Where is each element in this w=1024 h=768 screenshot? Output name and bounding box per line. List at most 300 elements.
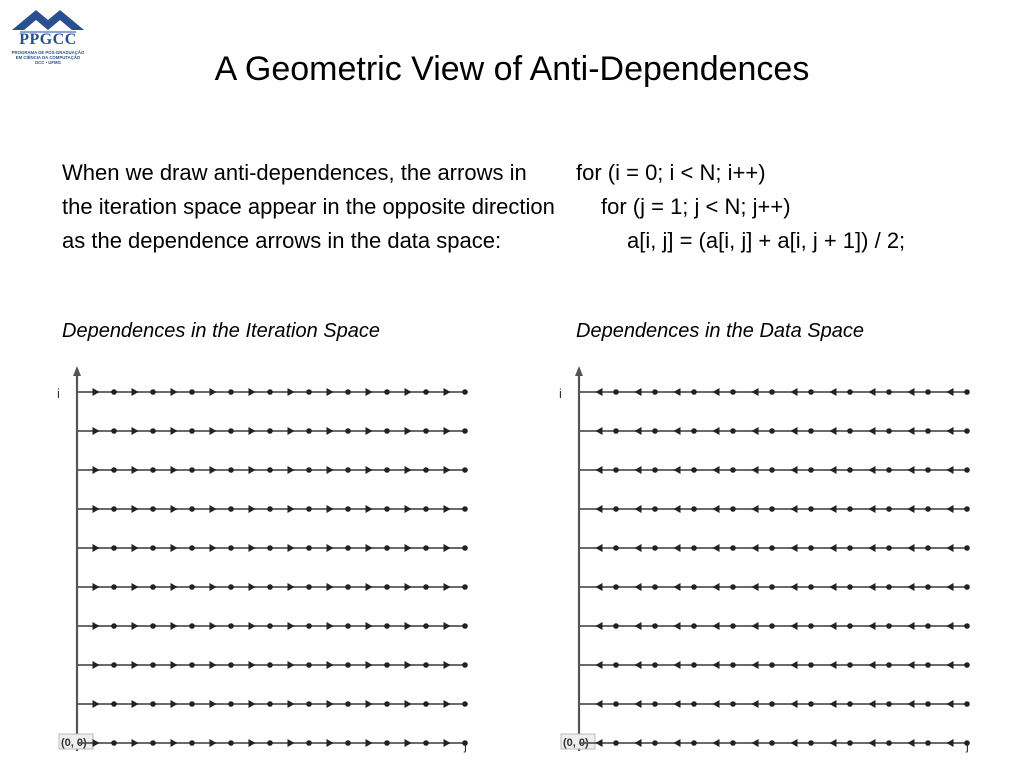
i-axis-label: i: [559, 386, 562, 401]
iteration-point: [769, 467, 775, 473]
iteration-point: [306, 506, 312, 512]
iteration-point: [384, 545, 390, 551]
dependence-arrow-icon: [908, 700, 915, 708]
iteration-point: [886, 701, 892, 707]
dependence-arrow-icon: [444, 700, 451, 708]
dependence-arrow-icon: [288, 427, 295, 435]
dependence-arrow-icon: [288, 739, 295, 747]
dependence-arrow-icon: [366, 700, 373, 708]
dependence-arrow-icon: [713, 700, 720, 708]
dependence-arrow-icon: [327, 661, 334, 669]
iteration-point: [613, 584, 619, 590]
iteration-point: [964, 701, 970, 707]
dependence-arrow-icon: [288, 622, 295, 630]
iteration-point: [691, 701, 697, 707]
dependence-arrow-icon: [869, 505, 876, 513]
dependence-arrow-icon: [366, 622, 373, 630]
iteration-point: [111, 740, 117, 746]
dependence-arrow-icon: [596, 700, 603, 708]
iteration-point: [613, 545, 619, 551]
dependence-arrow-icon: [674, 700, 681, 708]
dependence-arrow-icon: [635, 388, 642, 396]
slide-title: A Geometric View of Anti-Dependences: [214, 50, 810, 88]
iteration-point: [267, 701, 273, 707]
dependence-arrow-icon: [249, 739, 256, 747]
dependence-arrow-icon: [249, 466, 256, 474]
iteration-point: [189, 545, 195, 551]
iteration-point: [306, 662, 312, 668]
iteration-point: [847, 506, 853, 512]
dependence-arrow-icon: [249, 427, 256, 435]
i-axis-arrowhead-icon: [575, 366, 583, 376]
iteration-point: [228, 584, 234, 590]
dependence-arrow-icon: [674, 505, 681, 513]
dependence-arrow-icon: [830, 661, 837, 669]
body-text: When we draw anti-dependences, the arrows in the iteration space appear in the opposite direction as the dependence arrows in the data space:: [62, 160, 555, 253]
dependence-arrow-icon: [635, 466, 642, 474]
iteration-point: [925, 467, 931, 473]
iteration-point: [730, 740, 736, 746]
dependence-arrow-icon: [674, 544, 681, 552]
dependence-arrow-icon: [830, 544, 837, 552]
iteration-point: [613, 662, 619, 668]
iteration-point: [730, 662, 736, 668]
iteration-point: [423, 506, 429, 512]
dependence-arrow-icon: [366, 427, 373, 435]
dependence-arrow-icon: [171, 661, 178, 669]
iteration-point: [925, 740, 931, 746]
dependence-arrow-icon: [596, 583, 603, 591]
iteration-point: [730, 389, 736, 395]
iteration-point: [886, 545, 892, 551]
iteration-point: [150, 662, 156, 668]
dependence-arrow-icon: [210, 739, 217, 747]
dependence-arrow-icon: [249, 661, 256, 669]
iteration-point: [150, 467, 156, 473]
dependence-arrow-icon: [713, 466, 720, 474]
iteration-point: [808, 584, 814, 590]
iteration-point: [306, 428, 312, 434]
iteration-point: [189, 662, 195, 668]
dependence-arrow-icon: [752, 466, 759, 474]
logo-subtitle-line: EM CIÊNCIA DA COMPUTAÇÃO: [15, 55, 81, 60]
dependence-arrow-icon: [171, 544, 178, 552]
dependence-arrow-icon: [635, 583, 642, 591]
dependence-arrow-icon: [249, 505, 256, 513]
dependence-arrow-icon: [713, 544, 720, 552]
dependence-arrow-icon: [908, 739, 915, 747]
data-space-diagram: [552, 364, 992, 768]
iteration-point: [808, 545, 814, 551]
dependence-arrow-icon: [327, 700, 334, 708]
dependence-arrow-icon: [171, 388, 178, 396]
iteration-point: [150, 389, 156, 395]
dependence-arrow-icon: [210, 427, 217, 435]
iteration-point: [150, 623, 156, 629]
iteration-point: [189, 506, 195, 512]
dependence-arrow-icon: [908, 466, 915, 474]
iteration-point: [345, 428, 351, 434]
dependence-arrow-icon: [752, 700, 759, 708]
iteration-point: [613, 506, 619, 512]
iteration-point: [150, 701, 156, 707]
dependence-arrow-icon: [947, 427, 954, 435]
iteration-point: [886, 584, 892, 590]
dependence-arrow-icon: [366, 583, 373, 591]
dependence-arrow-icon: [132, 661, 139, 669]
iteration-point: [886, 623, 892, 629]
iteration-point: [228, 506, 234, 512]
iteration-point: [730, 584, 736, 590]
dependence-arrow-icon: [947, 700, 954, 708]
dependence-arrow-icon: [210, 544, 217, 552]
iteration-point: [306, 545, 312, 551]
iteration-point: [769, 740, 775, 746]
dependence-arrow-icon: [405, 583, 412, 591]
dependence-arrow-icon: [713, 388, 720, 396]
iteration-point: [267, 584, 273, 590]
iteration-point: [652, 662, 658, 668]
iteration-point: [345, 584, 351, 590]
iteration-point: [730, 701, 736, 707]
dependence-arrow-icon: [674, 427, 681, 435]
dependence-arrow-icon: [132, 388, 139, 396]
dependence-arrow-icon: [327, 505, 334, 513]
iteration-point: [423, 701, 429, 707]
dependence-arrow-icon: [713, 427, 720, 435]
iteration-point: [964, 389, 970, 395]
iteration-point: [652, 389, 658, 395]
iteration-point: [847, 428, 853, 434]
dependence-arrow-icon: [947, 505, 954, 513]
dependence-arrow-icon: [444, 544, 451, 552]
dependence-arrow-icon: [171, 427, 178, 435]
dependence-arrow-icon: [288, 661, 295, 669]
iteration-point: [150, 545, 156, 551]
iteration-point: [613, 740, 619, 746]
iteration-point: [652, 584, 658, 590]
dependence-arrow-icon: [635, 700, 642, 708]
iteration-point: [462, 662, 468, 668]
dependence-arrow-icon: [596, 388, 603, 396]
iteration-point: [652, 467, 658, 473]
iteration-point: [847, 389, 853, 395]
dependence-arrow-icon: [93, 583, 100, 591]
iteration-point: [691, 428, 697, 434]
dependence-arrow-icon: [674, 661, 681, 669]
iteration-point: [964, 662, 970, 668]
iteration-point: [925, 389, 931, 395]
i-axis-label: i: [57, 386, 60, 401]
dependence-arrow-icon: [444, 466, 451, 474]
iteration-point: [345, 389, 351, 395]
iteration-point: [808, 506, 814, 512]
dependence-arrow-icon: [947, 544, 954, 552]
iteration-point: [613, 389, 619, 395]
dependence-arrow-icon: [791, 700, 798, 708]
iteration-point: [886, 506, 892, 512]
dependence-arrow-icon: [908, 388, 915, 396]
iteration-point: [769, 701, 775, 707]
iteration-point: [925, 623, 931, 629]
iteration-point: [384, 428, 390, 434]
iteration-point: [730, 623, 736, 629]
dependence-arrow-icon: [752, 661, 759, 669]
dependence-arrow-icon: [752, 583, 759, 591]
iteration-point: [345, 701, 351, 707]
dependence-arrow-icon: [444, 427, 451, 435]
iteration-point: [613, 428, 619, 434]
dependence-arrow-icon: [210, 700, 217, 708]
iteration-point: [769, 389, 775, 395]
iteration-point: [652, 701, 658, 707]
iteration-point: [267, 545, 273, 551]
dependence-arrow-icon: [405, 427, 412, 435]
iteration-point: [964, 740, 970, 746]
iteration-point: [345, 623, 351, 629]
iteration-point: [964, 584, 970, 590]
dependence-arrow-icon: [327, 427, 334, 435]
iteration-point: [886, 467, 892, 473]
dependence-arrow-icon: [405, 700, 412, 708]
dependence-arrow-icon: [752, 544, 759, 552]
dependence-arrow-icon: [405, 388, 412, 396]
dependence-arrow-icon: [132, 583, 139, 591]
dependence-arrow-icon: [947, 583, 954, 591]
dependence-arrow-icon: [908, 622, 915, 630]
dependence-arrow-icon: [171, 700, 178, 708]
dependence-arrow-icon: [444, 583, 451, 591]
iteration-point: [423, 740, 429, 746]
dependence-arrow-icon: [635, 622, 642, 630]
dependence-arrow-icon: [327, 739, 334, 747]
dependence-arrow-icon: [869, 700, 876, 708]
dependence-arrow-icon: [249, 388, 256, 396]
dependence-arrow-icon: [132, 700, 139, 708]
dependence-arrow-icon: [444, 388, 451, 396]
iteration-point: [769, 584, 775, 590]
dependence-arrow-icon: [132, 739, 139, 747]
dependence-arrow-icon: [93, 700, 100, 708]
iteration-point: [925, 545, 931, 551]
iteration-point: [847, 740, 853, 746]
iteration-point: [384, 467, 390, 473]
iteration-point: [189, 428, 195, 434]
iteration-point: [964, 428, 970, 434]
dependence-arrow-icon: [869, 544, 876, 552]
dependence-arrow-icon: [249, 622, 256, 630]
origin-label: (0, 0): [61, 737, 87, 749]
dependence-arrow-icon: [132, 544, 139, 552]
iteration-point: [691, 545, 697, 551]
iteration-point: [925, 701, 931, 707]
dependence-arrow-icon: [791, 427, 798, 435]
dependence-arrow-icon: [947, 388, 954, 396]
iteration-point: [462, 584, 468, 590]
iteration-point: [652, 506, 658, 512]
iteration-point: [384, 389, 390, 395]
iteration-point: [423, 623, 429, 629]
iteration-point: [808, 701, 814, 707]
iteration-point: [730, 506, 736, 512]
iteration-point: [345, 506, 351, 512]
logo-emblem-icon: [6, 6, 90, 34]
dependence-arrow-icon: [869, 427, 876, 435]
dependence-arrow-icon: [366, 661, 373, 669]
dependence-arrow-icon: [752, 427, 759, 435]
iteration-point: [613, 467, 619, 473]
dependence-arrow-icon: [93, 661, 100, 669]
iteration-point: [189, 623, 195, 629]
dependence-arrow-icon: [132, 427, 139, 435]
dependence-arrow-icon: [405, 739, 412, 747]
dependence-arrow-icon: [947, 661, 954, 669]
iteration-point: [111, 428, 117, 434]
dependence-arrow-icon: [869, 466, 876, 474]
dependence-arrow-icon: [132, 622, 139, 630]
dependence-arrow-icon: [713, 505, 720, 513]
iteration-point: [462, 623, 468, 629]
iteration-point: [886, 662, 892, 668]
code-block: [576, 156, 1016, 258]
dependence-arrow-icon: [791, 505, 798, 513]
dependence-arrow-icon: [171, 505, 178, 513]
iteration-point: [267, 467, 273, 473]
iteration-point: [228, 623, 234, 629]
iteration-point: [886, 428, 892, 434]
dependence-arrow-icon: [93, 427, 100, 435]
dependence-arrow-icon: [830, 739, 837, 747]
dependence-arrow-icon: [171, 583, 178, 591]
dependence-arrow-icon: [713, 661, 720, 669]
iteration-point: [462, 701, 468, 707]
dependence-arrow-icon: [596, 544, 603, 552]
iteration-point: [462, 506, 468, 512]
iteration-point: [384, 740, 390, 746]
dependence-arrow-icon: [869, 661, 876, 669]
dependence-arrow-icon: [93, 388, 100, 396]
dependence-arrow-icon: [791, 739, 798, 747]
dependence-arrow-icon: [366, 739, 373, 747]
dependence-arrow-icon: [830, 505, 837, 513]
dependence-arrow-icon: [93, 622, 100, 630]
dependence-arrow-icon: [752, 739, 759, 747]
iteration-point: [345, 545, 351, 551]
iteration-point: [462, 740, 468, 746]
iteration-point: [228, 428, 234, 434]
dependence-arrow-icon: [249, 700, 256, 708]
iteration-point: [808, 428, 814, 434]
iteration-point: [652, 623, 658, 629]
dependence-arrow-icon: [366, 544, 373, 552]
iteration-point: [925, 428, 931, 434]
iteration-space-caption: Dependences in the Iteration Space: [62, 320, 380, 342]
iteration-point: [384, 623, 390, 629]
iteration-point: [847, 701, 853, 707]
dependence-arrow-icon: [249, 544, 256, 552]
iteration-point: [886, 389, 892, 395]
iteration-point: [228, 389, 234, 395]
dependence-arrow-icon: [132, 466, 139, 474]
iteration-point: [306, 389, 312, 395]
dependence-arrow-icon: [93, 466, 100, 474]
dependence-arrow-icon: [869, 739, 876, 747]
logo-subtitle-line: DCC • UFMG: [35, 60, 61, 65]
dependence-arrow-icon: [444, 622, 451, 630]
iteration-point: [652, 740, 658, 746]
dependence-arrow-icon: [288, 700, 295, 708]
iteration-point: [769, 506, 775, 512]
dependence-arrow-icon: [635, 505, 642, 513]
dependence-arrow-icon: [405, 661, 412, 669]
dependence-arrow-icon: [327, 544, 334, 552]
iteration-point: [111, 623, 117, 629]
iteration-point: [652, 545, 658, 551]
iteration-point: [964, 623, 970, 629]
iteration-point: [847, 662, 853, 668]
dependence-arrow-icon: [596, 427, 603, 435]
iteration-point: [847, 623, 853, 629]
dependence-arrow-icon: [791, 622, 798, 630]
dependence-arrow-icon: [93, 739, 100, 747]
dependence-arrow-icon: [327, 583, 334, 591]
i-axis-arrowhead-icon: [73, 366, 81, 376]
dependence-arrow-icon: [444, 505, 451, 513]
iteration-point: [652, 428, 658, 434]
dependence-arrow-icon: [791, 466, 798, 474]
logo-wordmark: PPGCC: [19, 31, 77, 48]
dependence-arrow-icon: [947, 466, 954, 474]
dependence-arrow-icon: [635, 661, 642, 669]
iteration-point: [306, 467, 312, 473]
dependence-arrow-icon: [947, 622, 954, 630]
iteration-point: [267, 623, 273, 629]
iteration-point: [808, 740, 814, 746]
dependence-arrow-icon: [327, 622, 334, 630]
dependence-arrow-icon: [405, 622, 412, 630]
dependence-arrow-icon: [210, 505, 217, 513]
iteration-point: [111, 545, 117, 551]
dependence-arrow-icon: [596, 739, 603, 747]
iteration-point: [189, 467, 195, 473]
code-line: for (j = 1; j < N; j++): [601, 194, 791, 219]
dependence-arrow-icon: [596, 466, 603, 474]
dependence-arrow-icon: [713, 583, 720, 591]
dependence-arrow-icon: [171, 466, 178, 474]
iteration-point: [964, 545, 970, 551]
iteration-point: [111, 506, 117, 512]
dependence-arrow-icon: [830, 700, 837, 708]
iteration-point: [847, 584, 853, 590]
iteration-point: [267, 506, 273, 512]
iteration-point: [189, 701, 195, 707]
dependence-arrow-icon: [674, 583, 681, 591]
iteration-point: [691, 506, 697, 512]
logo-subtitle-line: PROGRAMA DE PÓS-GRADUAÇÃO: [11, 50, 85, 55]
iteration-point: [306, 740, 312, 746]
iteration-point: [691, 584, 697, 590]
dependence-arrow-icon: [713, 622, 720, 630]
iteration-point: [808, 467, 814, 473]
iteration-point: [423, 662, 429, 668]
iteration-point: [423, 428, 429, 434]
iteration-point: [964, 467, 970, 473]
iteration-point: [228, 662, 234, 668]
dependence-arrow-icon: [288, 505, 295, 513]
dependence-arrow-icon: [596, 505, 603, 513]
iteration-point: [111, 584, 117, 590]
iteration-point: [808, 389, 814, 395]
